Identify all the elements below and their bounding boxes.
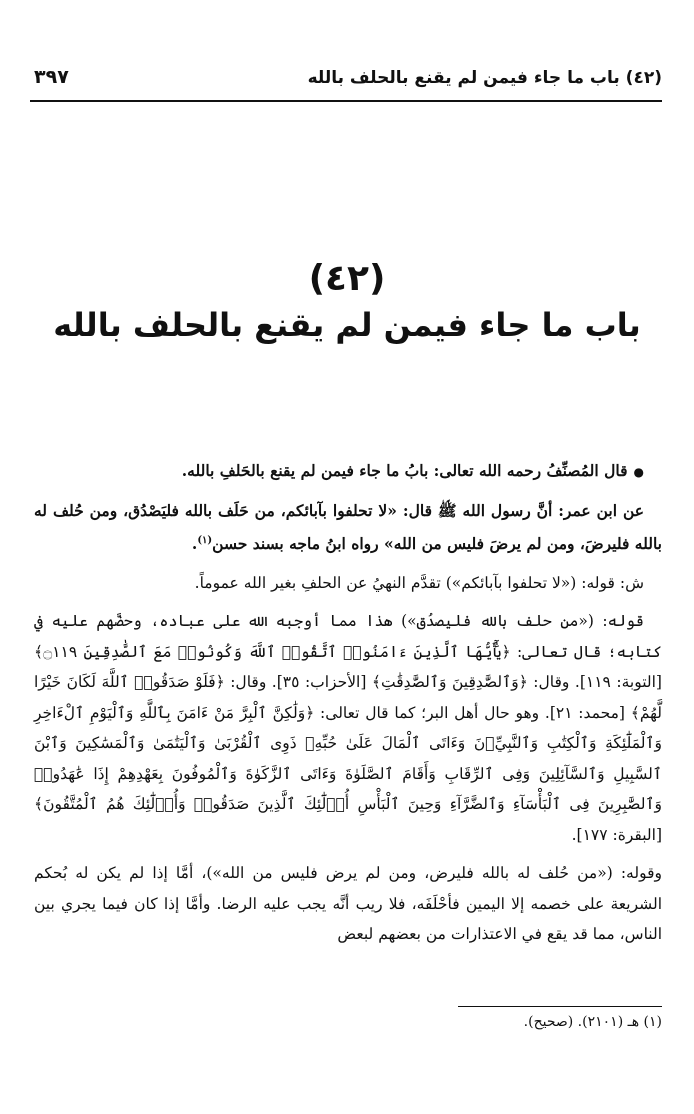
paragraph-hadith: عن ابن عمر: أنَّ رسول الله ﷺ قال: «لا تحلفوا بآبائكم، من حَلَف بالله فليَصْدُق، ومن حُلف له بالله فليرضَ، ومن لم يرضَ فليس من الله» رواه ابنُ ماجه بسند حسن$^{(١)}$. bbox=[34, 500, 662, 554]
page-number: ٣٩٧ bbox=[34, 66, 69, 88]
author-quote-text: قال المُصنِّفُ رحمه الله تعالى: بابُ ما جاء فيمن لم يقنع بالحَلفِ بالله. bbox=[181, 461, 628, 480]
hadith-text: عن ابن عمر: أنَّ رسول الله ﷺ قال: «لا تحلفوا بآبائكم، من حَلَف بالله فليَصْدُق، ومن حُلف له بالله فليرضَ، ومن لم يرضَ فليس من الله» رواه ابنُ ماجه بسند حسن bbox=[34, 500, 662, 554]
paragraph-commentary-1: ش: قوله: («لا تحلفوا بآبائكم») تقدَّم النهيُ عن الحلفِ بغير الله عموماً. bbox=[194, 573, 644, 592]
footnote-divider bbox=[458, 1006, 662, 1007]
header-divider bbox=[30, 100, 662, 102]
paragraph-author-quote bbox=[34, 456, 662, 488]
running-header-title: (٤٢) باب ما جاء فيمن لم يقنع بالحلف بالله bbox=[307, 68, 662, 88]
chapter-number: (٤٢) bbox=[308, 258, 386, 299]
body-text bbox=[34, 456, 662, 958]
paragraph-commentary-3: وقوله: («من حُلف له بالله فليرض، ومن لم يرض فليس من الله»)، أمَّا إذا لم يكن له بُحكم الشريعة على خصمه إلا اليمين فأحْلَفَه، فلا ريب أنَّه يجب عليه الرضا. وأمَّا إذا كان فيما يجري بين الناس، مما قد يقع في الاعتذارات من بعضهم لبعض bbox=[34, 864, 662, 944]
paragraph-commentary-2: قوله: («من حلف بالله فليصدُق») هذا مما أوجبه الله على عباده، وحضَّهم عليه في كتابه؛ قال تعالى: ﴿يَٰٓأَيُّهَا ٱلَّذِينَ ءَامَنُوا۟ ٱتَّقُوا۟ ٱللَّهَ وَكُونُوا۟ مَعَ ٱلصَّٰدِقِينَ ۝١١٩﴾ [التوبة: ١١٩]. وقال: ﴿وَٱلصَّٰدِقِينَ وَٱلصَّٰدِقَٰتِ﴾ [الأحزاب: ٣٥]. وقال: ﴿فَلَوْ صَدَقُوا۟ ٱللَّهَ لَكَانَ خَيْرًا لَّهُمْ﴾ [محمد: ٢١]. وهو حال أهل البر؛ كما قال تعالى: ﴿وَلَٰكِنَّ ٱلْبِرَّ مَنْ ءَامَنَ بِٱللَّهِ وَٱلْيَوْمِ ٱلْءَاخِرِ وَٱلْمَلَٰٓئِكَةِ وَٱلْكِتَٰبِ وَٱلنَّبِيِّۦنَ وَءَاتَى ٱلْمَالَ عَلَىٰ حُبِّهِۦ ذَوِى ٱلْقُرْبَىٰ وَٱلْيَتَٰمَىٰ وَٱلْمَسَٰكِينَ وَٱبْنَ ٱلسَّبِيلِ وَٱلسَّآئِلِينَ وَفِى ٱلرِّقَابِ وَأَقَامَ ٱلصَّلَوٰةَ وَءَاتَى ٱلزَّكَوٰةَ وَٱلْمُوفُونَ بِعَهْدِهِمْ إِذَا عَٰهَدُوا۟ وَٱلصَّٰبِرِينَ فِى ٱلْبَأْسَآءِ وَٱلضَّرَّآءِ وَحِينَ ٱلْبَأْسِ أُو۟لَٰٓئِكَ ٱلَّذِينَ صَدَقُوا۟ وَأُو۟لَٰٓئِكَ هُمُ ٱلْمُتَّقُونَ﴾ [البقرة: ١٧٧]. bbox=[34, 612, 663, 844]
bullet-icon: ● bbox=[633, 465, 644, 479]
footnote-marker: (١) bbox=[197, 535, 213, 546]
chapter-title: باب ما جاء فيمن لم يقنع بالحلف بالله bbox=[53, 306, 641, 344]
footnote: (١) هـ (٢١٠١). (صحيح). bbox=[523, 1014, 662, 1030]
running-header bbox=[30, 64, 662, 94]
